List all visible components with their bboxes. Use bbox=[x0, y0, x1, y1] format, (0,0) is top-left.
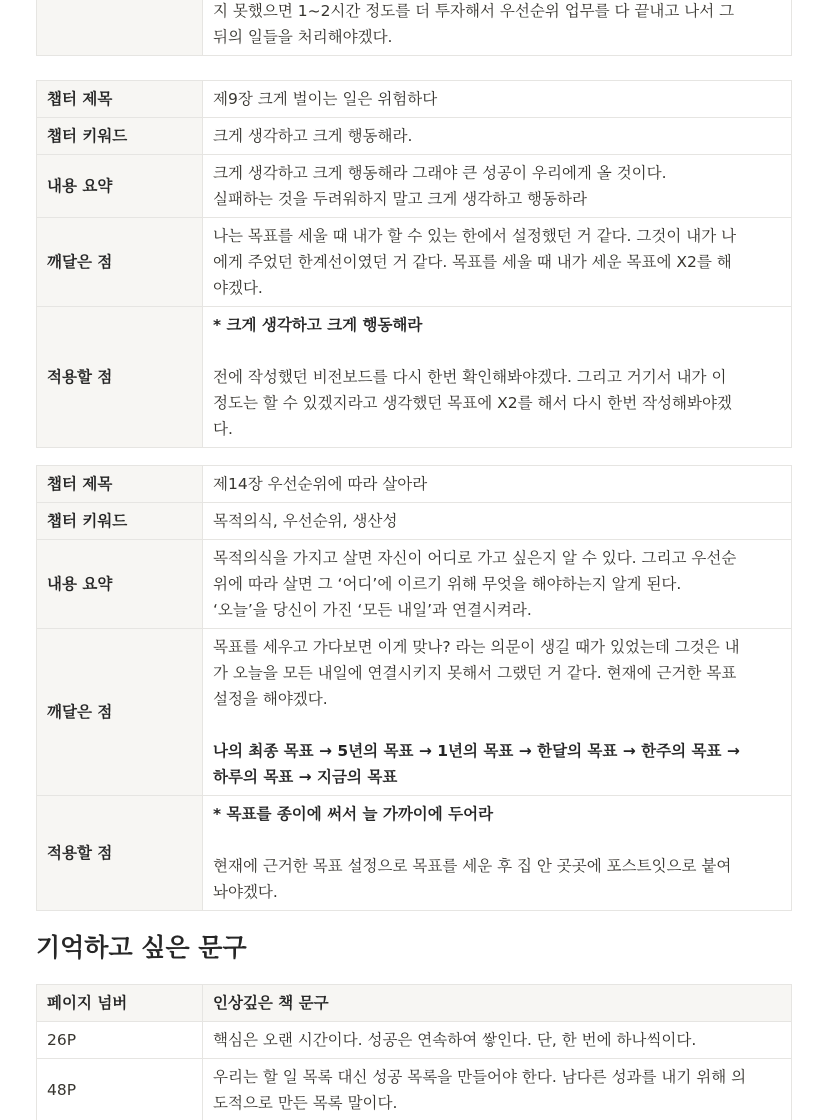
page-number-cell: 26P bbox=[37, 1022, 203, 1059]
table-row bbox=[37, 0, 792, 56]
text-line: 도적으로 만든 목록 말이다. bbox=[213, 1094, 398, 1112]
quotes-table bbox=[36, 984, 792, 1120]
table-row bbox=[37, 307, 792, 448]
insight-label: 깨달은 점 bbox=[37, 629, 203, 796]
summary-value bbox=[203, 155, 792, 218]
chapter-keyword-label: 챕터 키워드 bbox=[37, 503, 203, 540]
text-line: 핵심은 오랜 시간이다. 성공은 연속하여 쌓인다. 단, 한 번에 하나씩이다. bbox=[213, 1031, 697, 1049]
chapter-title-value: 제9장 크게 벌이는 일은 위험하다 bbox=[203, 81, 792, 118]
table-row bbox=[37, 1059, 792, 1120]
text-line: ‘오늘’을 당신이 가진 ‘모든 내일’과 연결시켜라. bbox=[213, 601, 532, 619]
summary-label: 내용 요약 bbox=[37, 540, 203, 629]
page-column-header: 페이지 넘버 bbox=[37, 985, 203, 1022]
section-heading: 기억하고 싶은 문구 bbox=[36, 933, 247, 962]
apply-label: 적용할 점 bbox=[37, 307, 203, 448]
text-line: 위에 따라 살면 그 ‘어디’에 이르기 위해 무엇을 해야하는지 알게 된다. bbox=[213, 575, 682, 593]
row-label-cell bbox=[37, 0, 203, 56]
text-line: 야겠다. bbox=[213, 279, 263, 297]
text-line: 가 오늘을 모든 내일에 연결시키지 못해서 그랬던 거 같다. 현재에 근거한 목표 bbox=[213, 664, 737, 682]
text-line: 크게 생각하고 크게 행동해라 그래야 큰 성공이 우리에게 올 것이다. bbox=[213, 164, 667, 182]
table-row bbox=[37, 218, 792, 307]
text-line: 현재에 근거한 목표 설정으로 목표를 세운 후 집 안 곳곳에 포스트잇으로 붙여 bbox=[213, 857, 732, 875]
insight-value bbox=[203, 629, 792, 796]
chapter-keyword-value: 목적의식, 우선순위, 생산성 bbox=[203, 503, 792, 540]
chapter-14-table bbox=[36, 465, 792, 911]
chapter-9-table bbox=[36, 80, 792, 448]
chapter-title-value: 제14장 우선순위에 따라 살아라 bbox=[203, 466, 792, 503]
apply-heading: * 크게 생각하고 크게 행동해라 bbox=[213, 316, 423, 334]
table-row bbox=[37, 118, 792, 155]
text-line: 놔야겠다. bbox=[213, 883, 278, 901]
table-row bbox=[37, 503, 792, 540]
chapter-keyword-value: 크게 생각하고 크게 행동해라. bbox=[203, 118, 792, 155]
text-line: 정도는 할 수 있겠지라고 생각했던 목표에 X2를 해서 다시 한번 작성해봐야겠 bbox=[213, 394, 732, 412]
text-line: 전에 작성했던 비전보드를 다시 한번 확인해봐야겠다. 그리고 거기서 내가 이 bbox=[213, 368, 727, 386]
previous-chapter-table bbox=[36, 0, 792, 56]
table-row bbox=[37, 81, 792, 118]
table-row bbox=[37, 466, 792, 503]
text-line: 다. bbox=[213, 420, 233, 438]
text-line: 실패하는 것을 두려워하지 말고 크게 생각하고 행동하라 bbox=[213, 190, 587, 208]
table-row bbox=[37, 796, 792, 911]
chapter-keyword-label: 챕터 키워드 bbox=[37, 118, 203, 155]
summary-value bbox=[203, 540, 792, 629]
apply-value bbox=[203, 307, 792, 448]
apply-label: 적용할 점 bbox=[37, 796, 203, 911]
text-line: 뒤의 일들을 처리해야겠다. bbox=[213, 28, 393, 46]
text-line: 우리는 할 일 목록 대신 성공 목록을 만들어야 한다. 남다른 성과를 내기 위해 의 bbox=[213, 1068, 747, 1086]
text-line: 나는 목표를 세울 때 내가 할 수 있는 한에서 설정했던 거 같다. 그것이 내가 나 bbox=[213, 227, 737, 245]
text-line: 에게 주었던 한계선이였던 거 같다. 목표를 세울 때 내가 세운 목표에 X2를 해 bbox=[213, 253, 732, 271]
spacer bbox=[213, 827, 781, 853]
chapter-title-label: 챕터 제목 bbox=[37, 81, 203, 118]
summary-label: 내용 요약 bbox=[37, 155, 203, 218]
quote-cell bbox=[203, 1022, 792, 1059]
text-line: 목적의식을 가지고 살면 자신이 어디로 가고 싶은지 알 수 있다. 그리고 우선순 bbox=[213, 549, 737, 567]
apply-value bbox=[203, 796, 792, 911]
table-row bbox=[37, 155, 792, 218]
apply-heading: * 목표를 종이에 써서 늘 가까이에 두어라 bbox=[213, 805, 494, 823]
quote-column-header: 인상깊은 책 문구 bbox=[203, 985, 792, 1022]
text-line: 설정을 해야겠다. bbox=[213, 690, 328, 708]
spacer bbox=[213, 712, 781, 738]
quote-cell bbox=[203, 1059, 792, 1120]
spacer bbox=[213, 338, 781, 364]
goal-chain-line: 하루의 목표 → 지금의 목표 bbox=[213, 768, 398, 786]
apply-cell bbox=[203, 0, 792, 56]
chapter-title-label: 챕터 제목 bbox=[37, 466, 203, 503]
table-row bbox=[37, 540, 792, 629]
text-line: 지 못했으면 1~2시간 정도를 더 투자해서 우선순위 업무를 다 끝내고 나서 그 bbox=[213, 2, 735, 20]
goal-chain-line: 나의 최종 목표 → 5년의 목표 → 1년의 목표 → 한달의 목표 → 한주의 목표 → bbox=[213, 742, 740, 760]
insight-label: 깨달은 점 bbox=[37, 218, 203, 307]
table-row bbox=[37, 1022, 792, 1059]
page-number-cell: 48P bbox=[37, 1059, 203, 1120]
insight-value bbox=[203, 218, 792, 307]
table-row bbox=[37, 629, 792, 796]
table-header-row bbox=[37, 985, 792, 1022]
text-line: 목표를 세우고 가다보면 이게 맞나? 라는 의문이 생길 때가 있었는데 그것은 내 bbox=[213, 638, 740, 656]
